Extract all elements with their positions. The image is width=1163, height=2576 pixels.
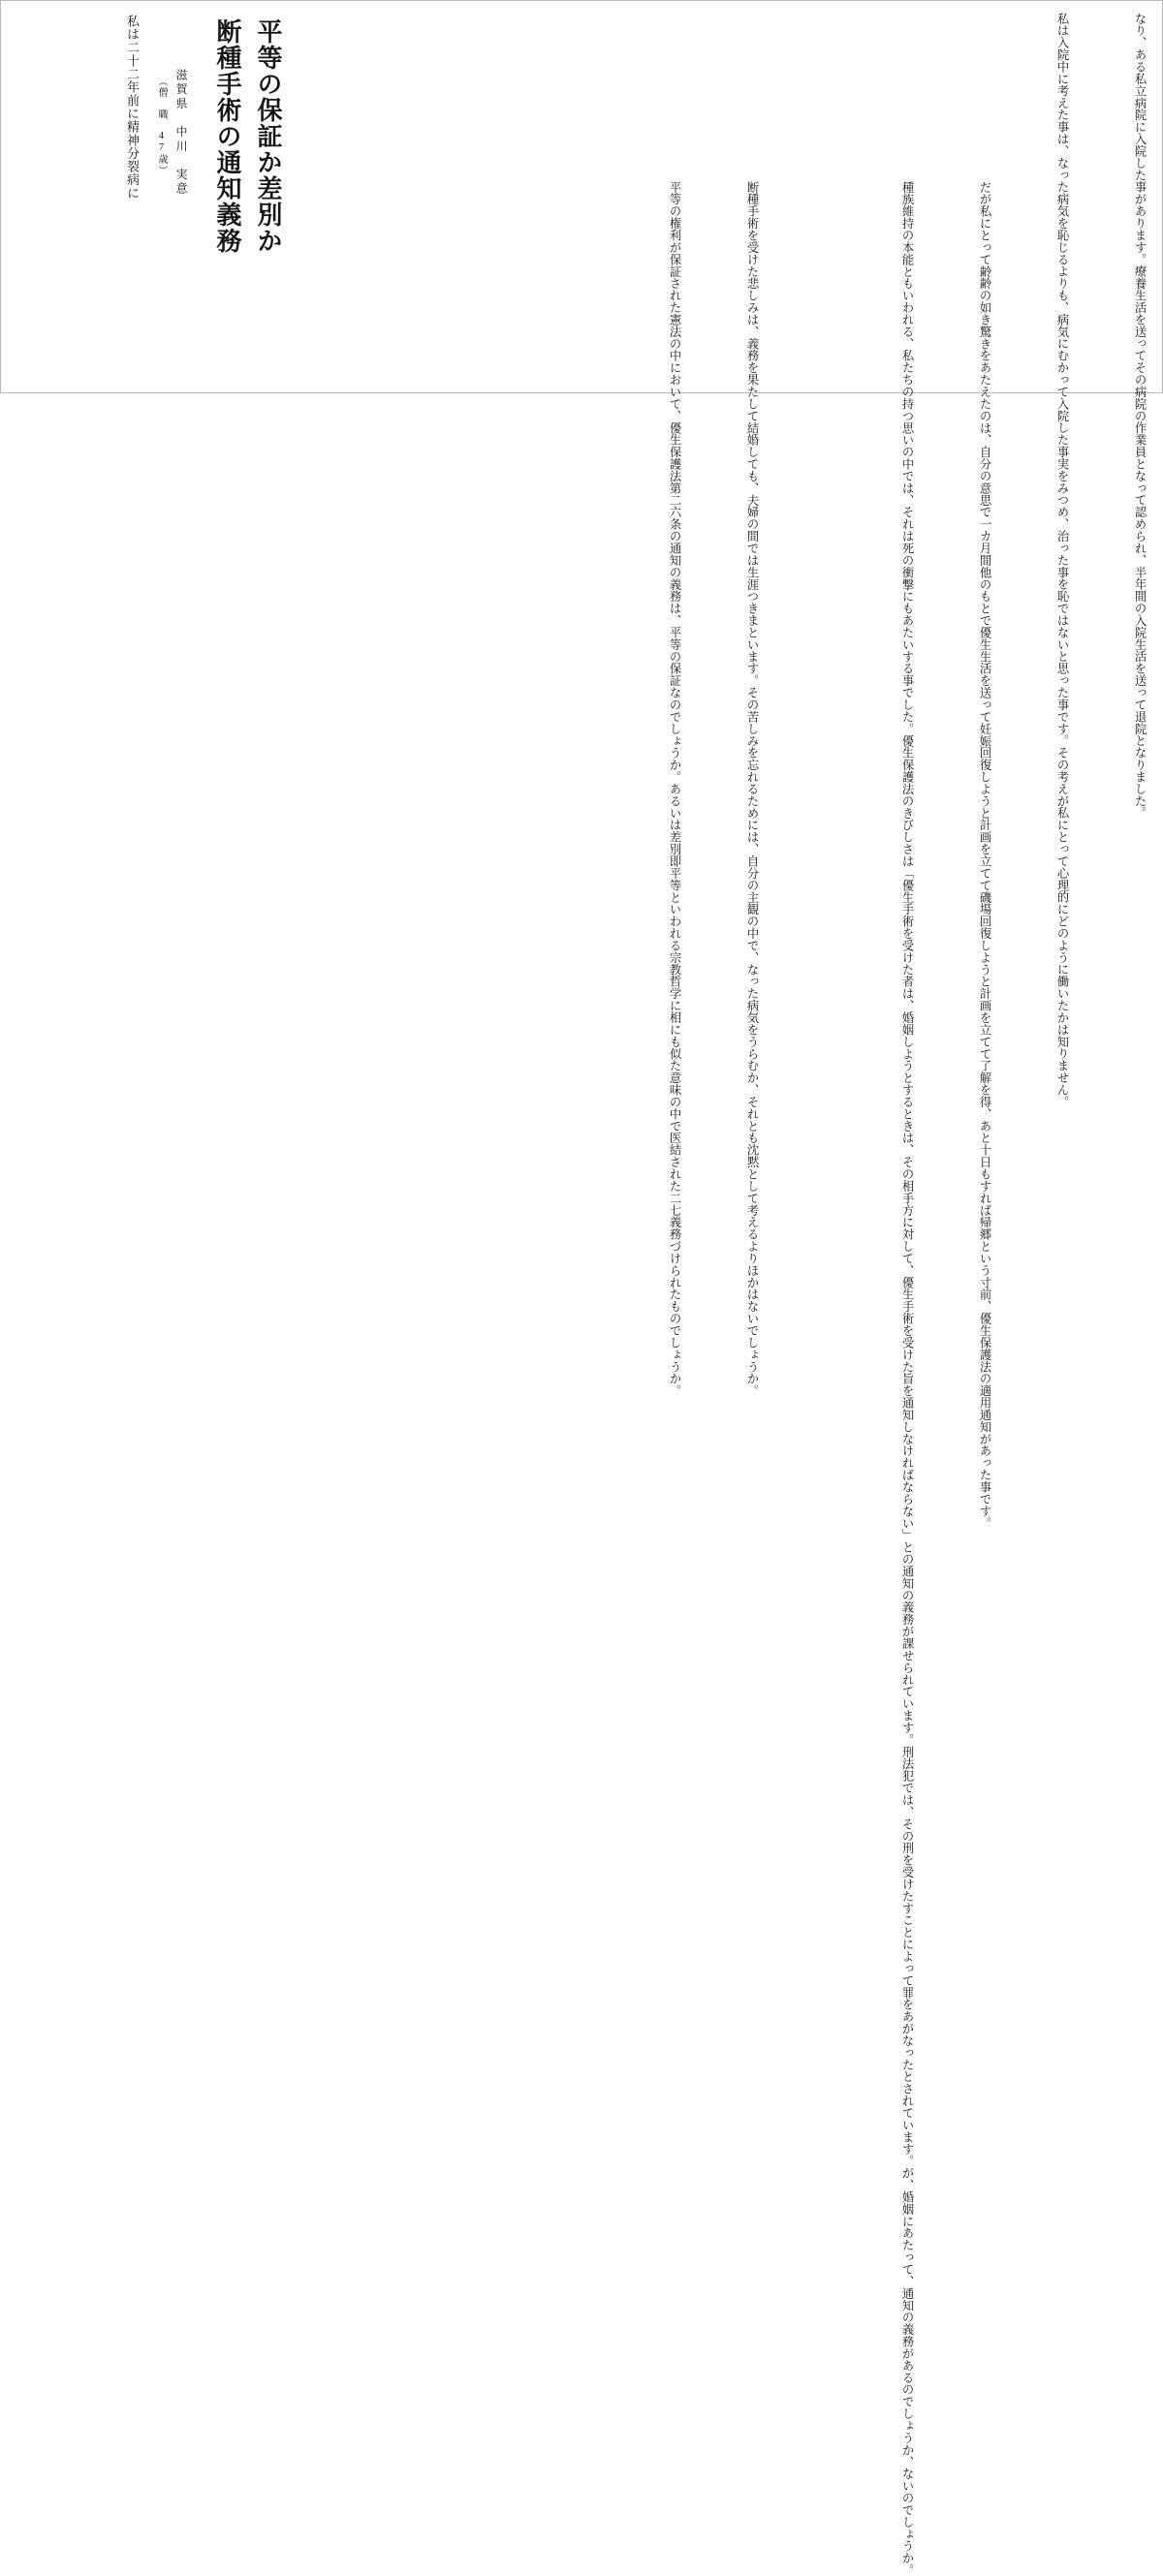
body-column-6: 平等の権利が保証された憲法の中において、優生保護法第二六条の通知の義務は、平等の保証なのでしょうか。あるいは差別即平等といわれる宗教哲学に相にも似た意味の中で医結された二七義務づけられたものでしょうか。 — [668, 181, 681, 1397]
headline-line-1: 平等の保証か差別か — [254, 18, 282, 255]
body-column-1: なり、ある私立病院に入院した事があります。療養生活を送ってその病院の作業員となって認められ、半年間の入院生活を送って退院となりました。 — [1133, 13, 1147, 820]
lead-text: 私は二十二年前に精神分裂病に — [125, 15, 140, 201]
headline-area — [1, 1, 301, 394]
body-column-5: 断種手術を受けた悲しみは、義務を果たして結婚しても、夫婦の間では生涯つきまといます。その苦しみを忘れるためには、自分の主観の中で、なった病気をうらむか、それとも沈黙として考えるよりほかはないでしょうか。 — [745, 181, 759, 1397]
byline-name: 滋賀県 中川 実意 — [174, 69, 188, 197]
body-column-2: 私は入院中に考えた事は、なった病気を恥じるよりも、病気にむかって入院した事実をみつめ、治った事を恥ではないと思った事です。その考えが私にとって心理的にどのように働いたかは知りません。 — [1055, 13, 1069, 1108]
byline-occupation-age: （僧 職 47歳） — [156, 77, 167, 176]
headline-line-2: 断種手術の通知義務 — [213, 18, 241, 255]
body-column-4: 種族維持の本能ともいわれる、私たちの持つ思いの中では、それは死の衝撃にもあたいする事でした。優生保護法のきびしさは「優生手術を受けた者は、婚姻しようとするときは、その相手方に対して、優生手術を受けた旨を通知しなければならない」との通知の義務が課せられています。刑法犯では、その刑を受けたすことによって罪をあがなったとされています。が、婚姻にあたって、通知の義務があるのでしょうか、ないのでしょうか。 — [900, 181, 914, 2576]
body-column-3: だが私にとって齢齢の如き驚きをあたえたのは、自分の意思で一カ月間他のもとで優生生活を送って妊娠回復しようと計画を立てて磯場回復しようと計画を立てて了解を得、あと十日もすれば帰郷という寸前、優生保護法の適用通知があった事です。 — [978, 181, 991, 1530]
